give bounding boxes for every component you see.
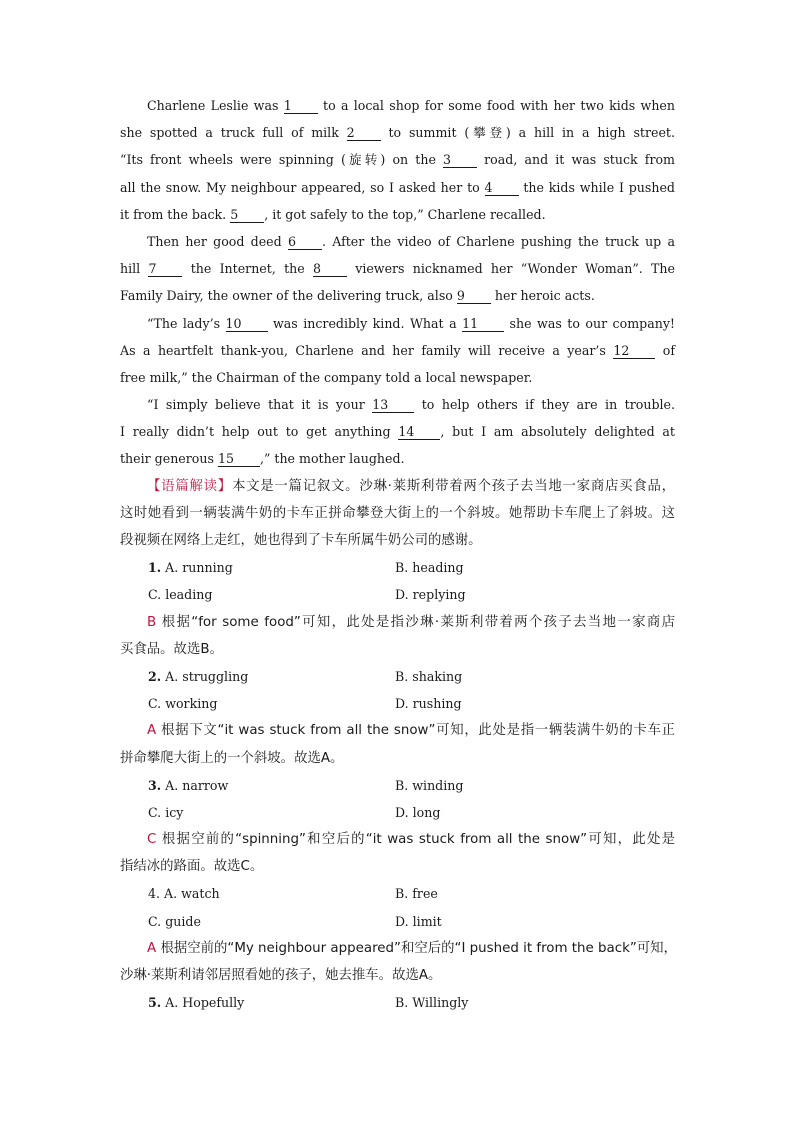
option-b: B. heading [395, 560, 464, 576]
explanation-line: 买食品。故选B。 [120, 641, 223, 657]
document-page [120, 92, 675, 1016]
blank-7: 7 [148, 262, 182, 277]
option-d: D. limit [395, 913, 442, 929]
passage-paragraph-1 [120, 92, 675, 228]
answer-letter: B [147, 614, 157, 630]
passage-line: their generous 15 ,” the mother laughed. [120, 451, 405, 467]
blank-9: 9 [457, 289, 491, 304]
passage-line: she spotted a truck full of milk 2 to summit (攀登) a hill in a high street. [120, 125, 675, 141]
blank-13: 13 [372, 398, 414, 413]
explanation [120, 717, 675, 771]
option-row [120, 690, 675, 717]
blank-12: 12 [613, 344, 655, 359]
explanation [120, 935, 675, 989]
explanation-line: B 根据“for some food”可知，此处是指沙琳·莱斯利带着两个孩子去当地一家商店 [147, 614, 675, 630]
option-b: B. free [395, 886, 438, 902]
passage-line: all the snow. My neighbour appeared, so I asked her to 4 the kids while I pushed [120, 179, 675, 195]
analysis-tag: 【语篇解读】 [147, 478, 232, 494]
option-c: C. working [148, 696, 218, 712]
blank-5: 5 [230, 208, 264, 223]
blank-4: 4 [485, 181, 519, 196]
explanation-line: A 根据下文“it was stuck from all the snow”可知，此处是指一辆装满牛奶的卡车正 [147, 723, 675, 739]
option-row [120, 908, 675, 935]
question-4 [120, 880, 675, 989]
blank-14: 14 [398, 425, 440, 440]
option-b: B. winding [395, 777, 464, 793]
question-1 [120, 554, 675, 663]
option-b: B. shaking [395, 668, 463, 684]
option-row [120, 989, 675, 1016]
analysis-line: 这时她看到一辆装满牛奶的卡车正拼命攀登大街上的一个斜坡。她帮助卡车爬上了斜坡。这 [120, 505, 675, 521]
passage-paragraph-3 [120, 310, 675, 392]
explanation-line: 沙琳·莱斯利请邻居照看她的孩子，她去推车。故选A。 [120, 968, 442, 983]
explanation-line: 拼命攀爬大街上的一个斜坡。故选A。 [120, 750, 344, 766]
blank-1: 1 [284, 99, 318, 114]
question-3 [120, 772, 675, 881]
question-5 [120, 989, 675, 1016]
option-row [120, 663, 675, 690]
option-row [120, 772, 675, 799]
analysis-section [120, 473, 675, 555]
passage-line: I really didn’t help out to get anything 14 , but I am absolutely delighted at [120, 424, 675, 440]
blank-8: 8 [313, 262, 347, 277]
passage-line: Family Dairy, the owner of the delivering truck, also 9 her heroic acts. [120, 288, 595, 304]
option-d: D. long [395, 804, 441, 820]
blank-10: 10 [226, 317, 268, 332]
blank-11: 11 [462, 317, 504, 332]
passage-line: As a heartfelt thank-you, Charlene and her family will receive a year’s 12 of [120, 342, 675, 358]
explanation-line: C 根据空前的“spinning”和空后的“it was stuck from all the snow”可知，此处是 [147, 832, 675, 848]
option-a: 3. A. narrow [148, 777, 229, 793]
explanation [120, 826, 675, 880]
question-2 [120, 663, 675, 772]
answer-letter: A [147, 940, 157, 956]
option-c: C. guide [148, 913, 201, 929]
option-row [120, 880, 675, 907]
option-a: 2. A. struggling [148, 668, 249, 684]
option-row [120, 554, 675, 581]
option-d: D. replying [395, 587, 466, 603]
option-c: C. icy [148, 804, 184, 820]
passage-line: it from the back. 5 , it got safely to the top,” Charlene recalled. [120, 206, 546, 222]
passage-line: free milk,” the Chairman of the company told a local newspaper. [120, 369, 533, 385]
explanation [120, 609, 675, 663]
option-row [120, 799, 675, 826]
passage-line: Charlene Leslie was 1 to a local shop for some food with her two kids when [147, 98, 675, 113]
passage-line: “Its front wheels were spinning (旋转) on the 3 road, and it was stuck from [120, 152, 675, 168]
explanation-line: A 根据空前的“My neighbour appeared”和空后的“I pushed it from the back”可知， [147, 940, 677, 956]
option-a: 1. A. running [148, 560, 233, 576]
blank-6: 6 [288, 235, 322, 250]
answer-letter: A [147, 723, 157, 739]
blank-2: 2 [347, 126, 381, 141]
option-row [120, 581, 675, 608]
answer-letter: C [147, 832, 157, 848]
explanation-line: 指结冰的路面。故选C。 [120, 859, 264, 875]
option-a: 5. A. Hopefully [148, 995, 245, 1011]
passage-line: hill 7 the Internet, the 8 viewers nicknamed her “Wonder Woman”. The [120, 261, 675, 277]
analysis-line: 【语篇解读】本文是一篇记叙文。沙琳·莱斯利带着两个孩子去当地一家商店买食品， [147, 478, 675, 494]
passage-paragraph-2 [120, 228, 675, 310]
passage-line: “The lady’s 10 was incredibly kind. What a 11 she was to our company! [147, 315, 675, 331]
passage-paragraph-4 [120, 391, 675, 473]
option-b: B. Willingly [395, 995, 469, 1011]
option-a: 4. A. watch [148, 886, 220, 902]
analysis-line: 段视频在网络上走红，她也得到了卡车所属牛奶公司的感谢。 [120, 533, 482, 548]
blank-3: 3 [443, 153, 477, 168]
passage-line: Then her good deed 6 . After the video of Charlene pushing the truck up a [147, 233, 675, 249]
option-c: C. leading [148, 587, 213, 603]
blank-15: 15 [218, 452, 260, 467]
passage-line: “I simply believe that it is your 13 to help others if they are in trouble. [147, 397, 675, 413]
option-d: D. rushing [395, 696, 462, 712]
